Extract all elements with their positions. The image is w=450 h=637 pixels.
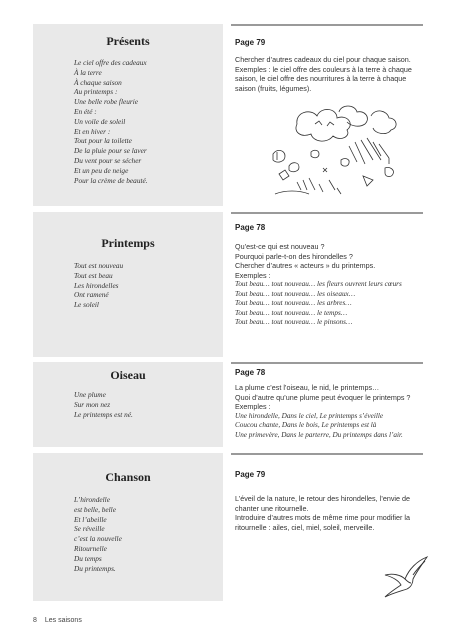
page-reference: Page 79 <box>235 38 266 47</box>
poem-panel <box>33 453 223 601</box>
example-line: Tout beau… tout nouveau… les fleurs ouvrent leurs cœurs <box>235 280 402 288</box>
poem-title: Présents <box>106 34 150 48</box>
poem-text: L’hirondelle est belle, belle Et l’abeille Se réveille c’est la nouvelle Ritournelle Du temps Du printemps. <box>74 495 122 573</box>
example-line: Tout beau… tout nouveau… le temps… <box>235 308 348 317</box>
section-oiseau <box>33 362 423 447</box>
poem-text: Une plume Sur mon nez Le printemps est né. <box>74 390 133 419</box>
section-chanson <box>33 453 423 601</box>
poem-text: Le ciel offre des cadeaux À la terre À chaque saison Au printemps : Une belle robe fleurie En été : Un voile de soleil Et en hiver : Tout pour la toilette De la pluie pour se laver Du vent pour se sécher Et un peu de neige Pour la crème de beauté. <box>74 58 148 185</box>
notes-text: Chercher d’autres cadeaux du ciel pour chaque saison. Exemples : le ciel offre des couleurs à la terre à chaque saison, le ciel offre des nourritures à la terre à chaque saison (fruits, légumes). <box>235 55 412 93</box>
notes-panel <box>231 24 423 206</box>
swallow-illustration <box>381 553 431 599</box>
sky-gifts-illustration <box>267 102 407 202</box>
section-presents <box>33 24 423 206</box>
poem-panel <box>33 24 223 206</box>
section-name: Les saisons <box>44 617 82 624</box>
section-printemps <box>33 212 423 357</box>
example-line: Une primevère, Dans le parterre, Du printemps dans l’air. <box>235 430 403 439</box>
poem-text: Tout est nouveau Tout est beau Les hirondelles Ont ramené Le soleil <box>74 261 124 310</box>
notes-panel <box>231 362 423 447</box>
notes-panel <box>231 212 423 357</box>
example-line: Tout beau… tout nouveau… les oiseaux… <box>235 289 356 298</box>
example-line: Tout beau… tout nouveau… le pinsons… <box>235 318 353 326</box>
page-reference: Page 78 <box>235 223 266 232</box>
example-line: Coucou chante, Dans le bois, Le printemps est là <box>235 421 377 429</box>
poem-panel <box>33 362 223 447</box>
notes-panel <box>231 453 423 601</box>
poem-title: Printemps <box>101 236 155 250</box>
page-reference: Page 79 <box>235 470 266 479</box>
page-reference: Page 78 <box>235 368 266 377</box>
poem-title: Chanson <box>105 470 151 484</box>
notes-text: La plume c’est l’oiseau, le nid, le printemps… Quoi d’autre qu’une plume peut évoquer le printemps ? Exemples : Une hirondelle, Dans le ciel, Le printemps s’éveille Coucou chante, Dans le bois, Le printemps est là Une primevère, Dans le parterre, Du printemps dans l’air. <box>235 383 421 440</box>
page-number: 8 <box>33 617 37 624</box>
poem-title: Oiseau <box>110 368 146 382</box>
page-footer <box>33 617 88 624</box>
notes-text: Qu’est-ce qui est nouveau ? Pourquoi parle-t-on des hirondelles ? Chercher d’autres « acteurs » du printemps. Exemples : Tout beau… tout nouveau… les fleurs ouvrent leurs cœurs Tout beau… tout nouveau… les oiseaux… Tout beau… tout nouveau… les arbres… Tout beau… tout nouveau… le temps… Tout beau… tout nouveau… le pinsons… <box>235 242 421 328</box>
example-line: Tout beau… tout nouveau… les arbres… <box>235 299 352 307</box>
notes-text: L’éveil de la nature, le retour des hirondelles, l’envie de chanter une ritournelle. Introduire d’autres mots de même rime pour modifier la ritournelle : ailes, ciel, miel, soleil, merveille. <box>235 494 411 532</box>
poem-panel <box>33 212 223 357</box>
example-line: Une hirondelle, Dans le ciel, Le printemps s’éveille <box>235 411 384 420</box>
